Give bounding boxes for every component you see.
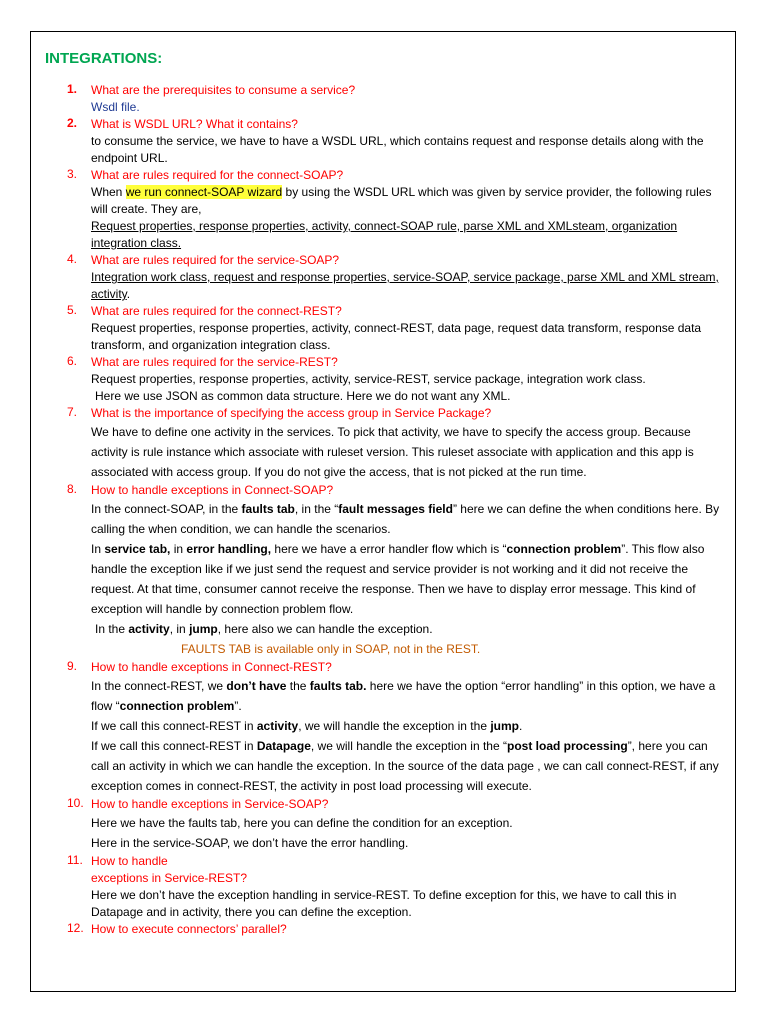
note-text: FAULTS TAB is available only in SOAP, not in the REST. bbox=[181, 642, 481, 656]
highlighted-text: we run connect-SOAP wizard bbox=[125, 185, 283, 199]
answer-paragraph bbox=[91, 676, 723, 716]
bold-term: service tab, bbox=[104, 542, 171, 556]
question-text: What are the prerequisites to consume a service? bbox=[91, 83, 356, 97]
question-text: How to handle exceptions in Service-SOAP? bbox=[91, 797, 329, 811]
bold-term: jump bbox=[189, 622, 218, 636]
answer-part: In the connect-REST, we bbox=[91, 679, 227, 693]
bold-term: activity bbox=[256, 719, 299, 733]
answer-part: If we call this connect-REST in bbox=[91, 739, 257, 753]
answer-part: in bbox=[170, 542, 187, 556]
question-number: 10. bbox=[67, 796, 84, 810]
question-number: 4. bbox=[67, 252, 78, 266]
answer-part: If we call this connect-REST in bbox=[91, 719, 257, 733]
question-number: 2. bbox=[67, 116, 78, 130]
page-heading: INTEGRATIONS: bbox=[45, 50, 163, 67]
question-number: 12. bbox=[67, 921, 84, 935]
question-list bbox=[31, 82, 731, 938]
answer-part: ”. bbox=[234, 699, 242, 713]
answer-part: , we will handle the exception in the “ bbox=[310, 739, 507, 753]
answer-text bbox=[91, 184, 723, 218]
bold-term: don’t have bbox=[226, 679, 287, 693]
question-item-9 bbox=[31, 659, 731, 796]
answer-part: When bbox=[91, 185, 126, 199]
bold-term: connection problem bbox=[506, 542, 622, 556]
question-text: What are rules required for the service-REST? bbox=[91, 355, 338, 369]
answer-part: In bbox=[91, 542, 105, 556]
bold-term: connection problem bbox=[119, 699, 235, 713]
answer-paragraph bbox=[91, 619, 723, 639]
answer-part: , here also we can handle the exception. bbox=[217, 622, 433, 636]
rule-list-text: Request properties, response properties, activity, connect-SOAP rule, parse XML and XMLsteam, organization integration class. bbox=[91, 219, 678, 250]
question-item-5 bbox=[31, 303, 731, 354]
bold-term: faults tab bbox=[241, 502, 295, 516]
answer-text: Request properties, response properties, activity, service-REST, service package, integration work class. bbox=[91, 372, 646, 386]
question-item-10 bbox=[31, 796, 731, 853]
question-text: How to handle exceptions in Connect-REST? bbox=[91, 660, 332, 674]
question-number: 7. bbox=[67, 405, 78, 419]
answer-part: , in the “ bbox=[294, 502, 339, 516]
question-text: How to execute connectors’ parallel? bbox=[91, 922, 287, 936]
answer-part: the bbox=[286, 679, 310, 693]
answer-text: Here we don’t have the exception handling in service-REST. To define exception for this, we have to call this in Datapage and in activity, there you can define the exception. bbox=[91, 888, 677, 919]
question-text: What is WSDL URL? What it contains? bbox=[91, 117, 298, 131]
answer-paragraph bbox=[91, 499, 723, 539]
answer-part: In the bbox=[95, 622, 129, 636]
question-item-2 bbox=[31, 116, 731, 167]
question-number: 8. bbox=[67, 482, 78, 496]
answer-text bbox=[91, 269, 723, 303]
bold-term: jump bbox=[490, 719, 519, 733]
answer-part: by using the WSDL URL which was given by service provider, the following rules will create. They are, bbox=[91, 185, 712, 216]
rule-list-text: Integration work class, request and response properties, service-SOAP, service package, parse XML and XML stream, activity bbox=[91, 270, 719, 301]
answer-part: In the connect-SOAP, in the bbox=[91, 502, 242, 516]
answer-text: Here we use JSON as common data structure. Here we do not want any XML. bbox=[95, 389, 511, 403]
answer-part: ”, here you can call an activity in which we can handle the exception. In the source of the data page , we can call connect-REST, if any exception comes in connect-REST, the activity in post load processing will execute. bbox=[91, 739, 719, 793]
answer-paragraph bbox=[91, 539, 723, 619]
bold-term: activity bbox=[128, 622, 170, 636]
answer-part: here we have the option “error handling” in this option, we have a flow “ bbox=[91, 679, 716, 713]
question-text: What are rules required for the service-SOAP? bbox=[91, 253, 340, 267]
bold-term: error handling, bbox=[186, 542, 272, 556]
question-number: 6. bbox=[67, 354, 78, 368]
bold-term: post load processing bbox=[507, 739, 628, 753]
question-item-11 bbox=[31, 853, 731, 921]
question-item-7 bbox=[31, 405, 731, 482]
question-item-6 bbox=[31, 354, 731, 405]
answer-part: . bbox=[126, 287, 131, 301]
answer-text: We have to define one activity in the services. To pick that activity, we have to specify the access group. Because activity is rule instance which associate with ruleset version. This ruleset associate with application and this app is associated with access group. If you do not give the access, that is not picked at the run time. bbox=[91, 425, 694, 479]
question-text: What are rules required for the connect-REST? bbox=[91, 304, 342, 318]
answer-part: ” here we can define the when conditions here. By calling the when condition, we can handle the scenarios. bbox=[91, 502, 720, 536]
question-number: 11. bbox=[67, 853, 83, 867]
answer-part: . bbox=[519, 719, 523, 733]
question-text: What is the importance of specifying the access group in Service Package? bbox=[91, 406, 492, 420]
answer-part: , we will handle the exception in the bbox=[298, 719, 491, 733]
answer-text: Here in the service-SOAP, we don’t have the error handling. bbox=[91, 836, 409, 850]
question-number: 1. bbox=[67, 82, 78, 96]
question-text: How to handle bbox=[91, 854, 168, 868]
question-number: 3. bbox=[67, 167, 78, 181]
answer-paragraph bbox=[91, 716, 723, 736]
question-item-12 bbox=[31, 921, 731, 938]
question-text: What are rules required for the connect-SOAP? bbox=[91, 168, 344, 182]
answer-part: ”. This flow also handle the exception like if we just send the request and service provider is not working and it did not receive the request. At that time, consumer cannot receive the response. Then we have to display error message. This kind of exception will handle by connection problem flow. bbox=[91, 542, 705, 616]
answer-paragraph bbox=[91, 736, 723, 796]
bold-term: faults tab. bbox=[309, 679, 367, 693]
answer-text: Wsdl file. bbox=[91, 100, 140, 114]
question-text: exceptions in Service-REST? bbox=[91, 871, 248, 885]
answer-part: here we have a error handler flow which is “ bbox=[271, 542, 507, 556]
answer-text: Request properties, response properties, activity, connect-REST, data page, request data transform, response data transform, and organization integration class. bbox=[91, 321, 702, 352]
answer-part: , in bbox=[169, 622, 190, 636]
bold-term: fault messages field bbox=[338, 502, 453, 516]
answer-text: Here we have the faults tab, here you can define the condition for an exception. bbox=[91, 816, 513, 830]
question-text: How to handle exceptions in Connect-SOAP? bbox=[91, 483, 334, 497]
question-item-3 bbox=[31, 167, 731, 252]
question-item-1 bbox=[31, 82, 731, 116]
answer-text: to consume the service, we have to have a WSDL URL, which contains request and response details along with the endpoint URL. bbox=[91, 134, 704, 165]
question-number: 5. bbox=[67, 303, 78, 317]
question-number: 9. bbox=[67, 659, 78, 673]
question-item-8 bbox=[31, 482, 731, 659]
question-item-4 bbox=[31, 252, 731, 303]
bold-term: Datapage bbox=[256, 739, 311, 753]
document-page bbox=[30, 31, 736, 992]
